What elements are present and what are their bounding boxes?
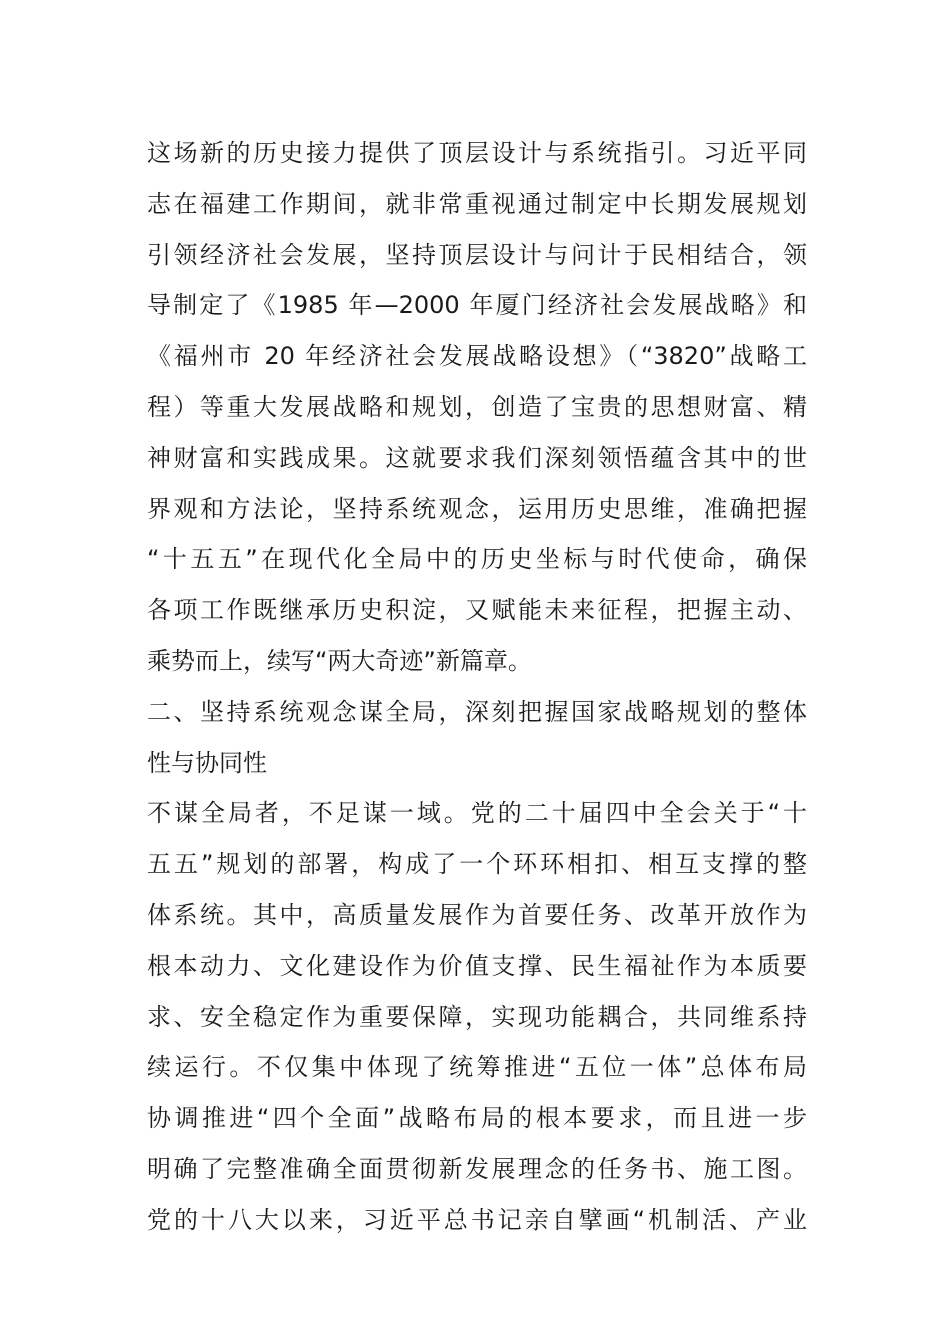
paragraph-line: 体系统。其中，高质量发展作为首要任务、改革开放作为 (147, 900, 807, 929)
paragraph-line: 界观和方法论，坚持系统观念，运用历史思维，准确把握 (147, 494, 807, 523)
paragraph-line: 《福州市 20 年经济社会发展战略设想》（“3820”战略工 (147, 342, 807, 371)
paragraph-line: 程）等重大发展战略和规划，创造了宝贵的思想财富、精 (147, 392, 807, 421)
paragraph-line: 神财富和实践成果。这就要求我们深刻领悟蕴含其中的世 (147, 443, 807, 472)
paragraph-line: 这场新的历史接力提供了顶层设计与系统指引。习近平同 (147, 139, 807, 167)
paragraph-line: 乘势而上，续写“两大奇迹”新篇章。 (147, 646, 532, 675)
paragraph-line: 导制定了《1985 年—2000 年厦门经济社会发展战略》和 (147, 291, 807, 320)
paragraph-line: 引领经济社会发展，坚持顶层设计与问计于民相结合，领 (147, 240, 807, 269)
body-text (147, 128, 807, 1246)
paragraph-line: 续运行。不仅集中体现了统筹推进“五位一体”总体布局 (147, 1053, 807, 1082)
paragraph-line: 党的十八大以来，习近平总书记亲自擘画“机制活、产业 (147, 1205, 807, 1234)
paragraph-line: “十五五”在现代化全局中的历史坐标与时代使命，确保 (147, 545, 807, 574)
paragraph-line: 明确了完整准确全面贯彻新发展理念的任务书、施工图。 (147, 1154, 807, 1183)
paragraph-line: 求、安全稳定作为重要保障，实现功能耦合，共同维系持 (147, 1002, 807, 1031)
paragraph-line: 根本动力、文化建设作为价值支撑、民生福祉作为本质要 (147, 951, 807, 980)
section-heading-line: 二、坚持系统观念谋全局，深刻把握国家战略规划的整体 (147, 697, 807, 726)
paragraph-line: 志在福建工作期间，就非常重视通过制定中长期发展规划 (147, 189, 807, 218)
paragraph-line: 不谋全局者，不足谋一域。党的二十届四中全会关于“十 (147, 799, 807, 828)
paragraph-line: 各项工作既继承历史积淀，又赋能未来征程，把握主动、 (147, 596, 807, 625)
paragraph-line: 五五”规划的部署，构成了一个环环相扣、相互支撑的整 (147, 850, 807, 879)
section-heading-line: 性与协同性 (147, 748, 267, 777)
paragraph-line: 协调推进“四个全面”战略布局的根本要求，而且进一步 (147, 1104, 807, 1133)
